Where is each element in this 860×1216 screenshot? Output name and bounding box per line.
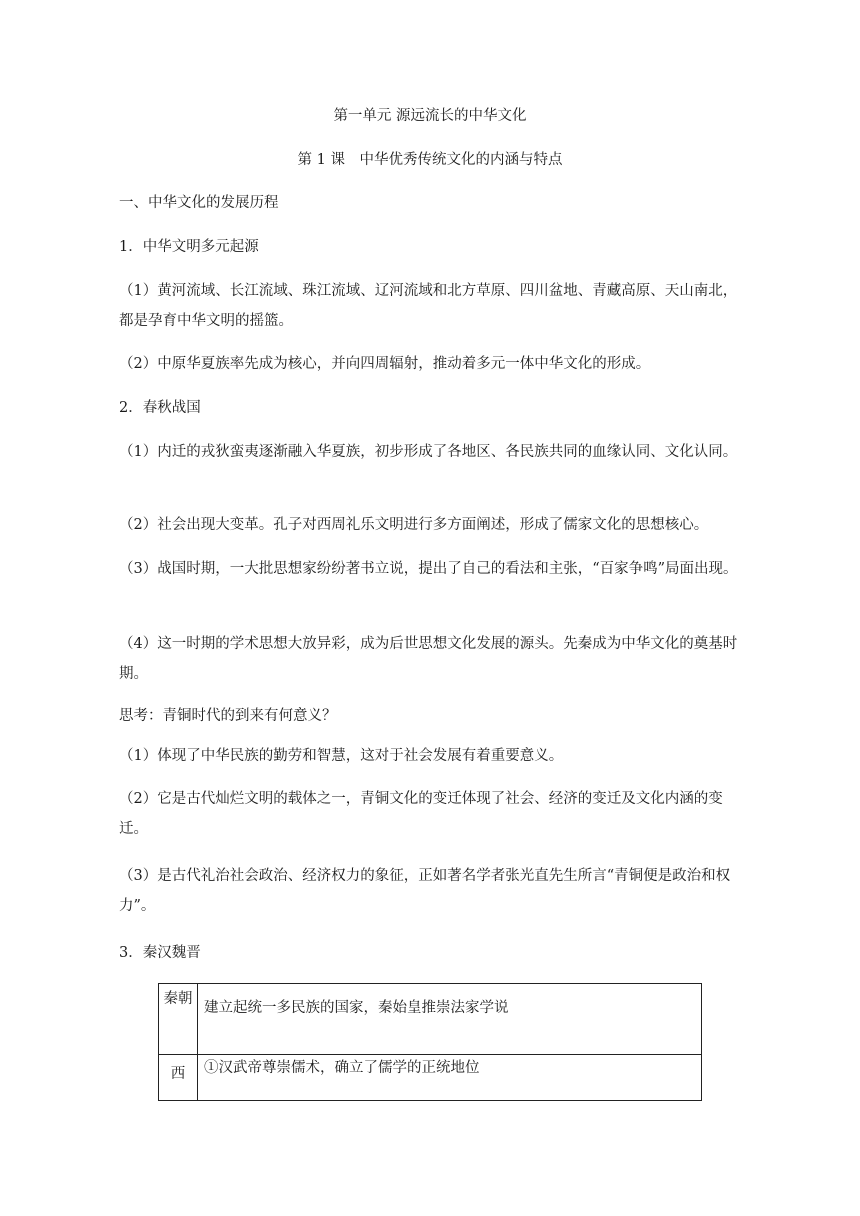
table-row xyxy=(159,1055,702,1101)
dynasty-table xyxy=(158,983,702,1101)
paragraph: （1）内迁的戎狄蛮夷逐渐融入华夏族，初步形成了各地区、各民族共同的血缘认同、文化认同。 xyxy=(119,444,738,460)
lesson-title: 第 1 课 中华优秀传统文化的内涵与特点 xyxy=(297,152,563,168)
paragraph: （1）黄河流域、长江流域、珠江流域、辽河流域和北方草原、四川盆地、青藏高原、天山南北，都是孕育中华文明的摇篮。 xyxy=(119,283,738,329)
paragraph: （4）这一时期的学术思想大放异彩，成为后世思想文化发展的源头。先秦成为中华文化的奠基时期。 xyxy=(119,636,738,682)
thinking-question: 思考：青铜时代的到来有何意义？ xyxy=(119,708,337,724)
paragraph: （2）它是古代灿烂文明的载体之一，青铜文化的变迁体现了社会、经济的变迁及文化内涵的变迁。 xyxy=(119,791,723,837)
content-cell: 建立起统一多民族的国家，秦始皇推崇法家学说 xyxy=(198,984,702,1055)
content-cell: ①汉武帝尊崇儒术，确立了儒学的正统地位 xyxy=(198,1055,702,1101)
subsection-heading: 1．中华文明多元起源 xyxy=(119,239,259,255)
paragraph: （2）中原华夏族率先成为核心，并向四周辐射，推动着多元一体中华文化的形成。 xyxy=(119,356,651,372)
subsection-heading: 3．秦汉魏晋 xyxy=(119,945,201,961)
period-cell: 西 xyxy=(159,1055,198,1101)
paragraph: （2）社会出现大变革。孔子对西周礼乐文明进行多方面阐述，形成了儒家文化的思想核心。 xyxy=(119,517,709,533)
subsection-heading: 2．春秋战国 xyxy=(119,400,201,416)
paragraph: （3）战国时期，一大批思想家纷纷著书立说，提出了自己的看法和主张，“百家争鸣”局面出现。 xyxy=(119,561,738,577)
section-heading: 一、中华文化的发展历程 xyxy=(119,195,279,211)
paragraph: （1）体现了中华民族的勤劳和智慧，这对于社会发展有着重要意义。 xyxy=(119,748,564,764)
unit-title: 第一单元 源远流长的中华文化 xyxy=(333,108,527,124)
period-cell: 秦朝 xyxy=(159,984,198,1055)
table-row xyxy=(159,984,702,1055)
paragraph: （3）是古代礼治社会政治、经济权力的象征，正如著名学者张光直先生所言“青铜便是政治和权力”。 xyxy=(119,868,731,914)
